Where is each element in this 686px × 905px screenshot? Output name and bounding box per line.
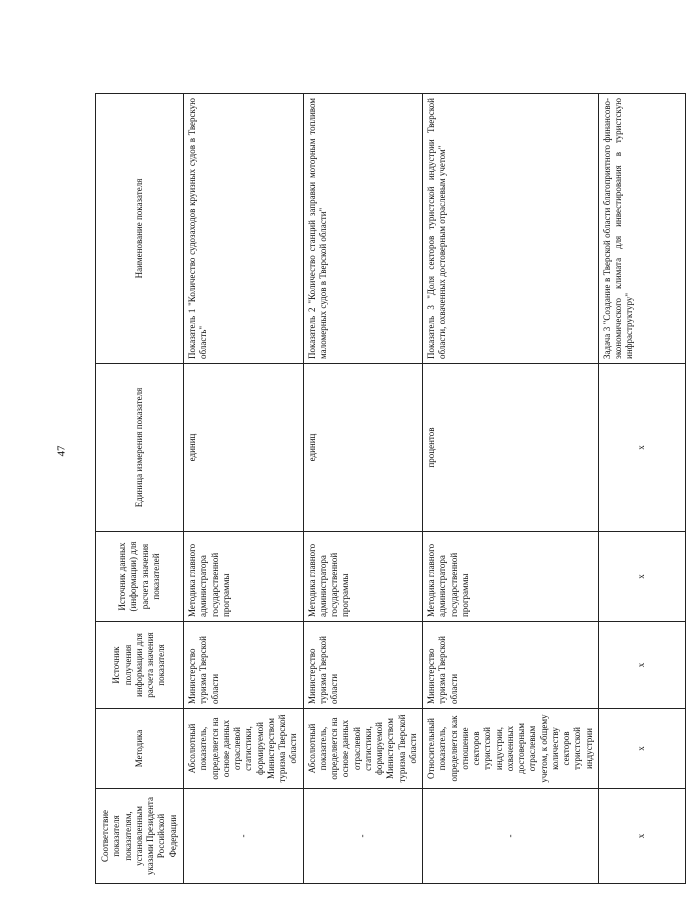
method-cell: x — [598, 709, 685, 789]
unit-cell: процентов — [423, 364, 599, 532]
match-cell: - — [184, 789, 304, 884]
table-header-row — [96, 94, 184, 884]
table-row — [423, 94, 599, 884]
data-source-cell: Методика главного администратора государственной программы — [184, 532, 304, 622]
method-cell: Абсолютный показатель, определяется на основе данных отраслевой статистики, формируемой Министерством туризма Тверской области — [303, 709, 423, 789]
rotated-table-area — [95, 94, 647, 884]
indicators-table — [95, 93, 686, 884]
indicator-name-cell: Показатель 1 "Количество судозаходов круизных судов в Тверскую область" — [184, 94, 304, 364]
header-cell: Методика — [96, 709, 184, 789]
unit-cell: единиц — [184, 364, 304, 532]
info-source-cell: x — [598, 622, 685, 709]
match-cell: - — [423, 789, 599, 884]
method-cell: Относительный показатель, определяется как отношение секторов туристской индустрии, охваченных достоверным отраслевым учетом, к общему количеству секторов туристской индустрии — [423, 709, 599, 789]
unit-cell: единиц — [303, 364, 423, 532]
header-cell: Источник данных (информации) для расчета значения показателей — [96, 532, 184, 622]
method-cell: Абсолютный показатель, определяется на основе данных отраслевой статистики, формируемой Министерством туризма Тверской области — [184, 709, 304, 789]
indicator-name-cell: Показатель 3 "Доля секторов туристской индустрии Тверской области, охваченных достоверным отраслевым учетом" — [423, 94, 599, 364]
info-source-cell: Министерство туризма Тверской области — [184, 622, 304, 709]
data-source-cell: Методика главного администратора государственной программы — [423, 532, 599, 622]
task-name-cell: Задача 3 "Создание в Тверской области благоприятного финансово-экономического климата для инвестирования в туристскую инфраструктуру" — [598, 94, 685, 364]
page-number: 47 — [55, 445, 68, 457]
table-row — [303, 94, 423, 884]
data-source-cell: Методика главного администратора государственной программы — [303, 532, 423, 622]
header-cell: Источник получения информации для расчета значения показателя — [96, 622, 184, 709]
info-source-cell: Министерство туризма Тверской области — [303, 622, 423, 709]
header-cell: Соответствие показателя показателям, установленным указами Президента Российской Федерации — [96, 789, 184, 884]
match-cell: - — [303, 789, 423, 884]
data-source-cell: x — [598, 532, 685, 622]
table-row — [598, 94, 685, 884]
table-row — [184, 94, 304, 884]
match-cell: x — [598, 789, 685, 884]
header-cell: Единица измерения показателя — [96, 364, 184, 532]
unit-cell: x — [598, 364, 685, 532]
indicator-name-cell: Показатель 2 "Количество станций заправки моторным топливом маломерных судов в Тверской области" — [303, 94, 423, 364]
info-source-cell: Министерство туризма Тверской области — [423, 622, 599, 709]
header-cell: Наименование показателя — [96, 94, 184, 364]
